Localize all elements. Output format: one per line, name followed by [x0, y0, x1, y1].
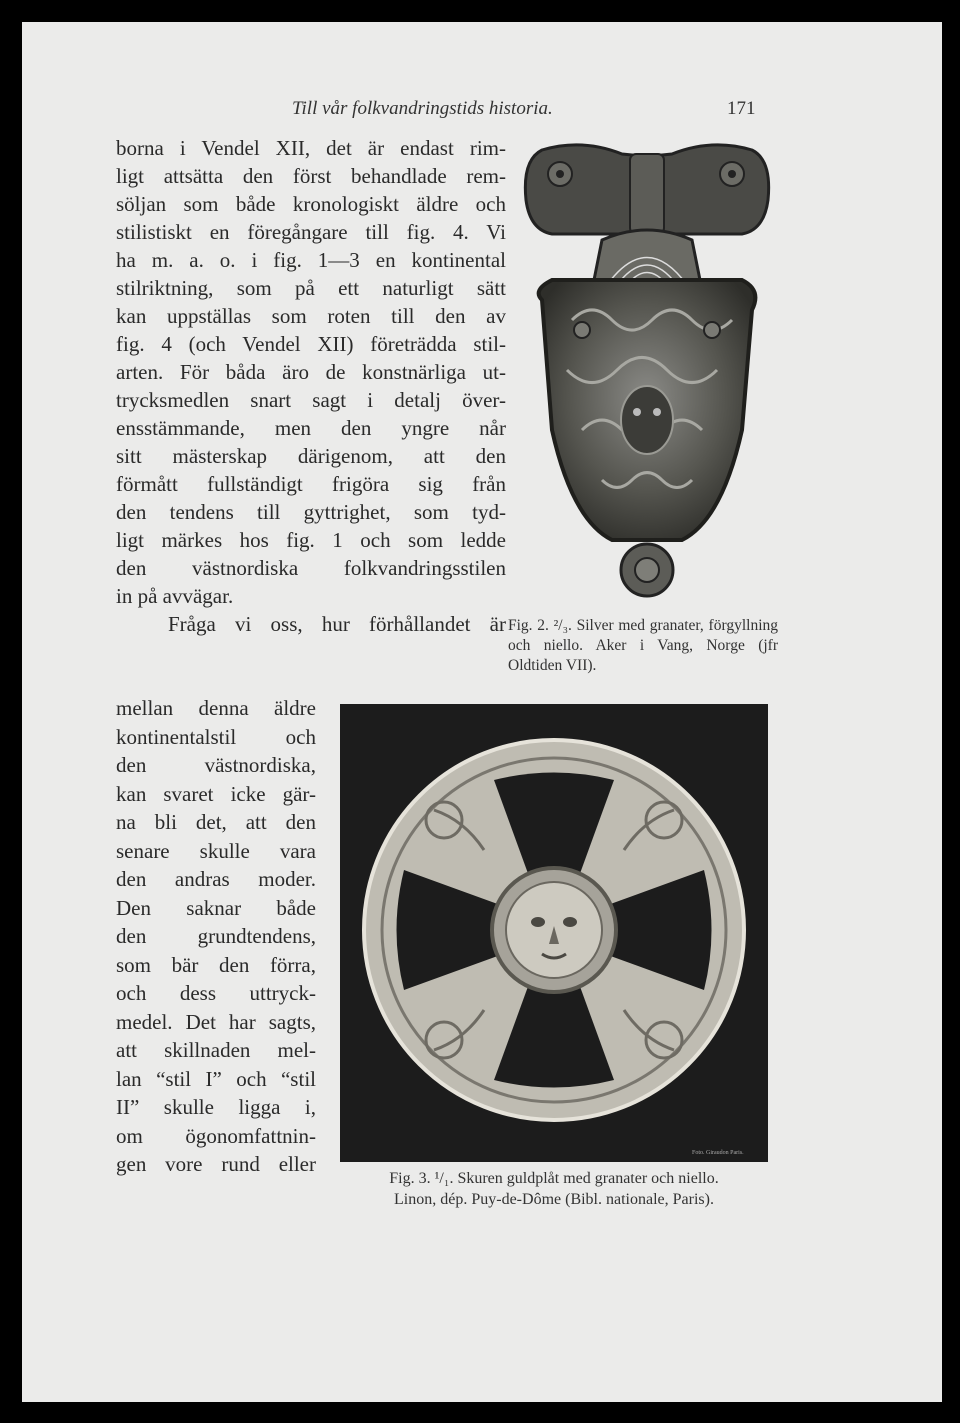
text-line: den andras moder. — [116, 867, 316, 891]
page-number: 171 — [727, 98, 756, 119]
text-line: den grundtendens, — [116, 924, 316, 948]
figure-2-caption: Fig. 2. ²/₃. Silver med granater, förgyllning och niello. Aker i Vang, Norge (jfr Oldtiden VII). — [508, 617, 778, 674]
text-line: förmått fullständigt frigöra sig från — [116, 472, 506, 496]
text-line: arten. För båda äro de konstnärliga ut- — [116, 360, 506, 384]
text-line: söljan som både kronologiskt äldre och — [116, 192, 506, 216]
body-text-upper — [116, 134, 506, 638]
text-line: medel. Det har sagts, — [116, 1009, 316, 1034]
text-line: lan “stil I” och “stil — [116, 1066, 316, 1091]
paragraph-start-line — [116, 610, 506, 638]
book-page — [22, 22, 942, 1402]
running-title: Till vår folkvandringstids historia. — [292, 98, 553, 119]
text-line: borna i Vendel XII, det är endast rim- — [116, 136, 506, 160]
text-line: om ögonomfattnin- — [116, 1123, 316, 1148]
figure-3-caption-line-1: Fig. 3. ¹/₁. Skuren guldplåt med granater och niello. — [389, 1170, 719, 1187]
figure-2-brooch-image — [512, 130, 782, 600]
text-line: att skillnaden mel- — [116, 1038, 316, 1062]
figure-3-disc-image — [340, 704, 768, 1162]
text-line: ha m. a. o. i fig. 1—3 en kontinental — [116, 248, 506, 272]
text-line: Fråga vi oss, hur förhållandet är — [168, 612, 506, 636]
text-line: II” skulle ligga i, — [116, 1095, 316, 1119]
text-line: stilistiskt en föregångare till fig. 4. Vi — [116, 220, 506, 244]
text-line: den västnordiska folkvandringsstilen — [116, 556, 506, 580]
text-line: na bli det, att den — [116, 810, 316, 834]
text-line: kan uppställas som roten till den av — [116, 304, 506, 328]
text-line: Den saknar både — [116, 895, 316, 920]
body-text-lower — [116, 694, 316, 1179]
text-line: ligt attsätta den först behandlade rem- — [116, 164, 506, 188]
photo-credit: Foto. Giraudon Paris. — [692, 1150, 744, 1156]
text-line: som bär den förra, — [116, 952, 316, 977]
text-line: den västnordiska, — [116, 753, 316, 777]
text-line: senare skulle vara — [116, 838, 316, 863]
text-line: och dess uttryck- — [116, 981, 316, 1005]
text-line: ensstämmande, men den yngre når — [116, 416, 506, 440]
figure-3-caption-line-2: Linon, dép. Puy-de-Dôme (Bibl. nationale, Paris). — [394, 1191, 714, 1208]
text-line: kan svaret icke gär- — [116, 781, 316, 806]
text-line: trycksmedlen snart sagt i detalj över- — [116, 388, 506, 412]
figure-3-caption — [334, 1168, 774, 1210]
text-line: mellan denna äldre — [116, 696, 316, 720]
text-line: sitt mästerskap därigenom, att den — [116, 444, 506, 468]
text-line: stilriktning, som på ett naturligt sätt — [116, 276, 506, 300]
text-line: kontinentalstil och — [116, 724, 316, 749]
text-line: den tendens till gyttrighet, som tyd- — [116, 500, 506, 524]
text-line: gen vore rund eller — [116, 1152, 316, 1176]
text-line: fig. 4 (och Vendel XII) företrädda stil- — [116, 332, 506, 356]
text-line: ligt märkes hos fig. 1 och som ledde — [116, 528, 506, 552]
text-line: in på avvägar. — [116, 584, 234, 608]
